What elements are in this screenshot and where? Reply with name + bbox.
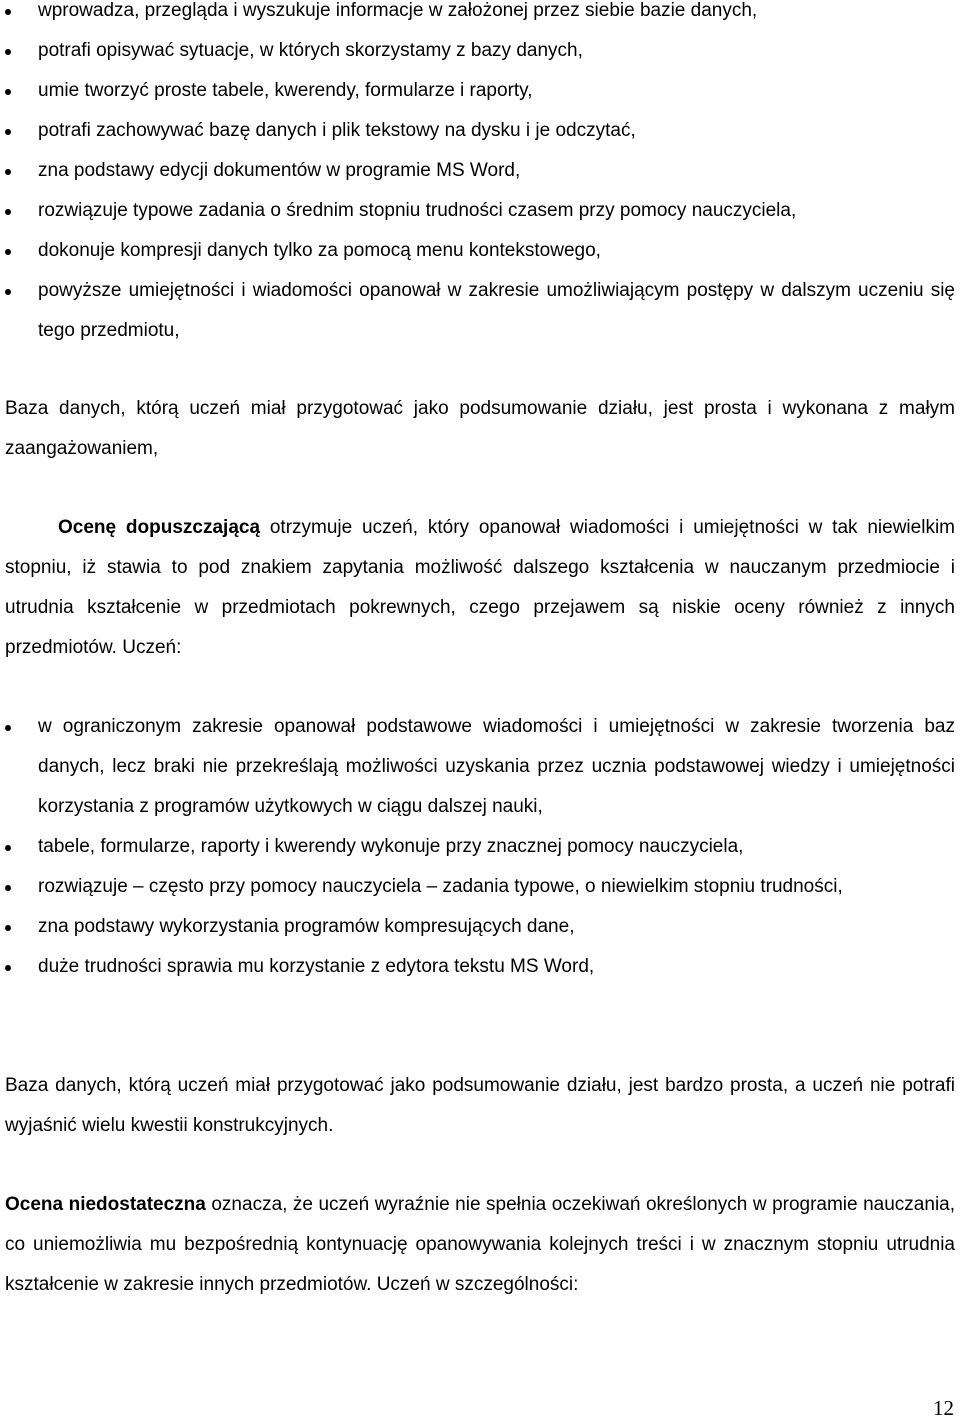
paragraph-text: otrzymuje uczeń, który opanował wiadomości i umiejętności w tak niewielkim stopniu, iż stawia to pod znakiem zapytania możliwość dalszego kształcenia w nauczanym przedmiocie i utrudnia kształcenie w przedmiotach pokrewnych, czego przejawem są niskie oceny również z innych przedmiotów. Uczeń:	[5, 517, 955, 658]
list-item: tabele, formularze, raporty i kwerendy wykonuje przy znacznej pomocy nauczyciela,	[5, 827, 955, 867]
list-item: rozwiązuje typowe zadania o średnim stopniu trudności czasem przy pomocy nauczyciela,	[5, 191, 955, 231]
skills-list	[5, 0, 955, 351]
database-summary-paragraph-2: Baza danych, którą uczeń miał przygotować jako podsumowanie działu, jest bardzo prosta, a uczeń nie potrafi wyjaśnić wielu kwestii konstrukcyjnych.	[5, 1075, 955, 1136]
grade-insufficient-paragraph	[5, 1185, 955, 1305]
skills-list-section	[5, 0, 955, 351]
list-item: duże trudności sprawia mu korzystanie z edytora tekstu MS Word,	[5, 947, 955, 987]
list-item: rozwiązuje – często przy pomocy nauczyciela – zadania typowe, o niewielkim stopniu trudności,	[5, 867, 955, 907]
list-item: powyższe umiejętności i wiadomości opanował w zakresie umożliwiającym postępy w dalszym uczeniu się tego przedmiotu,	[5, 271, 955, 351]
list-item: zna podstawy wykorzystania programów kompresujących dane,	[5, 907, 955, 947]
list-item: wprowadza, przegląda i wyszukuje informacje w założonej przez siebie bazie danych,	[5, 0, 955, 31]
list-item: umie tworzyć proste tabele, kwerendy, formularze i raporty,	[5, 71, 955, 111]
list-item: potrafi zachowywać bazę danych i plik tekstowy na dysku i je odczytać,	[5, 111, 955, 151]
sufficient-skills-list	[5, 707, 955, 987]
page-number: 12	[933, 1396, 954, 1420]
grade-heading: Ocenę dopuszczającą	[58, 517, 261, 538]
grade-sufficient-paragraph	[5, 508, 955, 668]
sufficient-skills-section	[5, 707, 955, 987]
grade-heading: Ocena niedostateczna	[5, 1194, 206, 1215]
database-summary-paragraph: Baza danych, którą uczeń miał przygotować jako podsumowanie działu, jest prosta i wykonana z małym zaangażowaniem,	[5, 398, 955, 459]
list-item: dokonuje kompresji danych tylko za pomocą menu kontekstowego,	[5, 231, 955, 271]
paragraph-text: oznacza, że uczeń wyraźnie nie spełnia oczekiwań określonych w programie nauczania, co uniemożliwia mu bezpośrednią kontynuację opanowywania kolejnych treści i w znacznym stopniu utrudnia kształcenie w zakresie innych przedmiotów. Uczeń w szczególności:	[5, 1194, 956, 1295]
list-item: zna podstawy edycji dokumentów w programie MS Word,	[5, 151, 955, 191]
list-item: w ograniczonym zakresie opanował podstawowe wiadomości i umiejętności w zakresie tworzenia baz danych, lecz braki nie przekreślają możliwości uzyskania przez ucznia podstawowej wiedzy i umiejętności korzystania z programów użytkowych w ciągu dalszej nauki,	[5, 707, 955, 827]
list-item: potrafi opisywać sytuacje, w których skorzystamy z bazy danych,	[5, 31, 955, 71]
